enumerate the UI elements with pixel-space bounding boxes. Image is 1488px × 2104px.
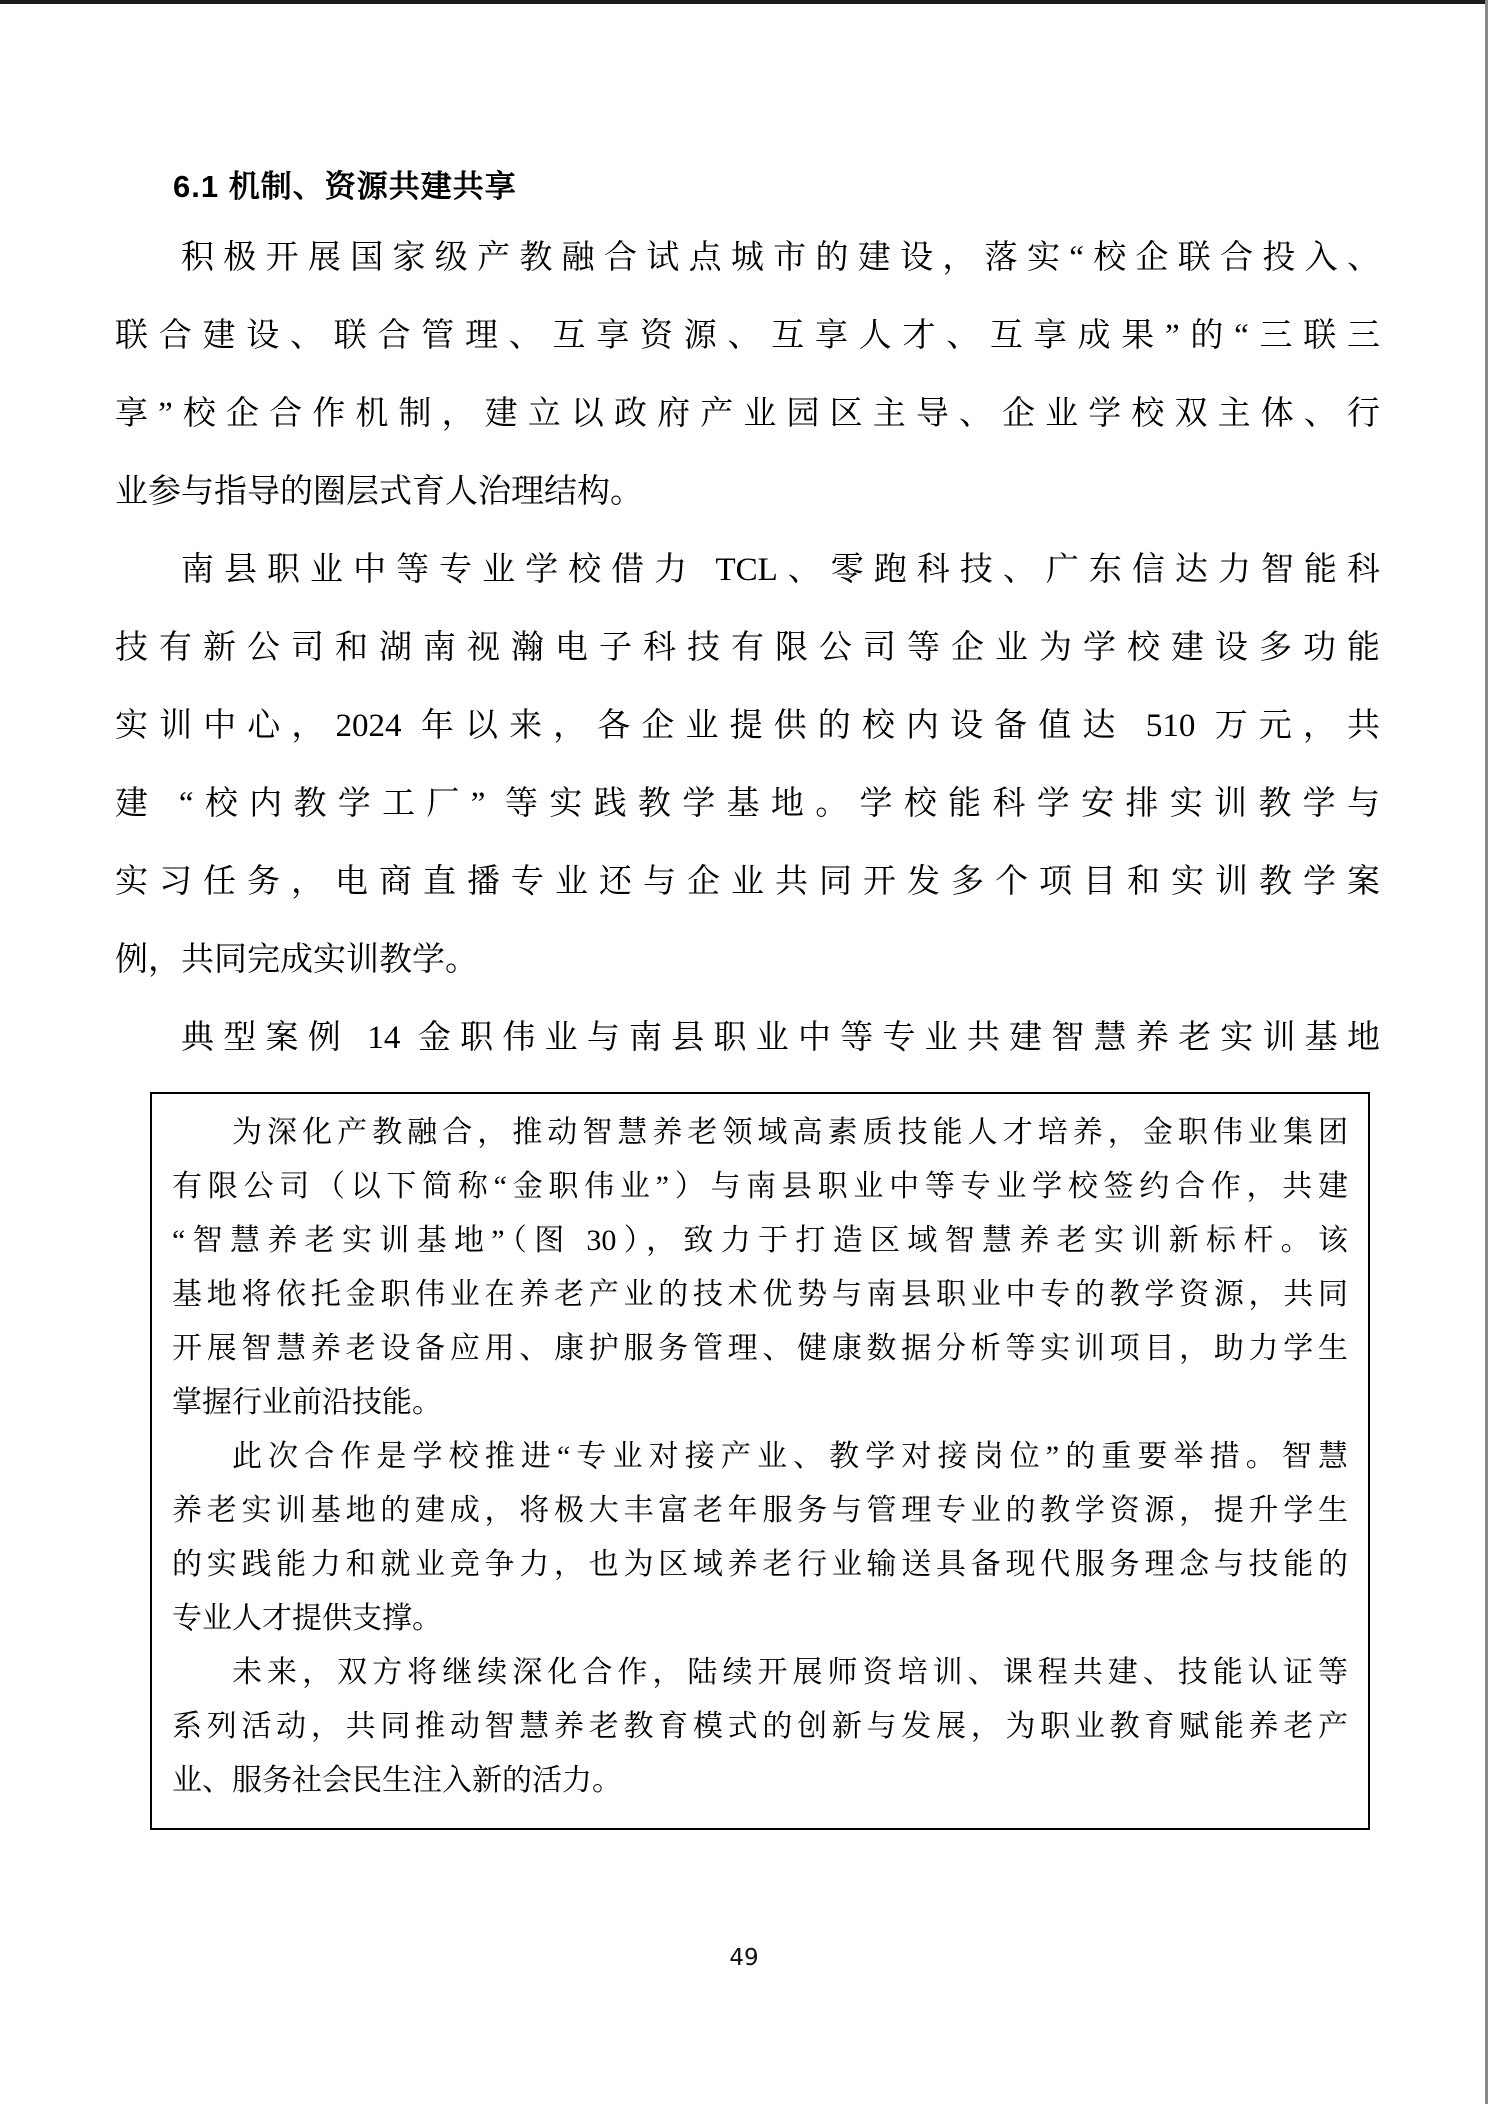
page-number: 49 bbox=[729, 1945, 759, 1971]
box-line: 的实践能力和就业竞争力，也为区域养老行业输送具备现代服务理念与技能的 bbox=[172, 1548, 1348, 1581]
body-line: 南县职业中等专业学校借力 TCL、零跑科技、广东信达力智能科 bbox=[181, 552, 1380, 588]
box-line: 掌握行业前沿技能。 bbox=[172, 1386, 442, 1419]
body-line: 例，共同完成实训教学。 bbox=[115, 942, 478, 978]
case-study-box bbox=[150, 1092, 1370, 1830]
section-heading: 6.1 机制、资源共建共享 bbox=[173, 169, 517, 204]
page-top-edge-line bbox=[0, 0, 1488, 4]
box-line: 业、服务社会民生注入新的活力。 bbox=[172, 1764, 622, 1797]
body-line: 业参与指导的圈层式育人治理结构。 bbox=[115, 474, 643, 510]
body-line: 技有新公司和湖南视瀚电子科技有限公司等企业为学校建设多功能 bbox=[115, 630, 1380, 666]
box-line: 系列活动，共同推动智慧养老教育模式的创新与发展，为职业教育赋能养老产 bbox=[172, 1710, 1348, 1743]
body-line: 实习任务，电商直播专业还与企业共同开发多个项目和实训教学案 bbox=[115, 864, 1380, 900]
box-line: 基地将依托金职伟业在养老产业的技术优势与南县职业中专的教学资源，共同 bbox=[172, 1278, 1348, 1311]
body-line: 积极开展国家级产教融合试点城市的建设，落实“校企联合投入、 bbox=[181, 240, 1380, 276]
box-line: 专业人才提供支撑。 bbox=[172, 1602, 442, 1635]
box-line: 开展智慧养老设备应用、康护服务管理、健康数据分析等实训项目，助力学生 bbox=[172, 1332, 1348, 1365]
body-line: 实训中心，2024 年以来，各企业提供的校内设备值达 510 万元，共 bbox=[115, 708, 1380, 744]
box-line: 有限公司（以下简称“金职伟业”）与南县职业中等专业学校签约合作，共建 bbox=[172, 1170, 1348, 1203]
case-title-line: 典型案例 14 金职伟业与南县职业中等专业共建智慧养老实训基地 bbox=[181, 1020, 1380, 1056]
body-text-block bbox=[115, 219, 1380, 1077]
box-line: 为深化产教融合，推动智慧养老领域高素质技能人才培养，金职伟业集团 bbox=[232, 1116, 1348, 1149]
box-line: 此次合作是学校推进“专业对接产业、教学对接岗位”的重要举措。智慧 bbox=[232, 1440, 1348, 1473]
box-line: “智慧养老实训基地”（图 30），致力于打造区域智慧养老实训新标杆。该 bbox=[172, 1224, 1348, 1257]
body-line: 享”校企合作机制，建立以政府产业园区主导、企业学校双主体、行 bbox=[115, 396, 1380, 432]
body-line: 建 “校内教学工厂” 等实践教学基地。学校能科学安排实训教学与 bbox=[115, 786, 1380, 822]
box-line: 未来，双方将继续深化合作，陆续开展师资培训、课程共建、技能认证等 bbox=[232, 1656, 1348, 1689]
body-line: 联合建设、联合管理、互享资源、互享人才、互享成果”的“三联三 bbox=[115, 318, 1380, 354]
box-line: 养老实训基地的建成，将极大丰富老年服务与管理专业的教学资源，提升学生 bbox=[172, 1494, 1348, 1527]
